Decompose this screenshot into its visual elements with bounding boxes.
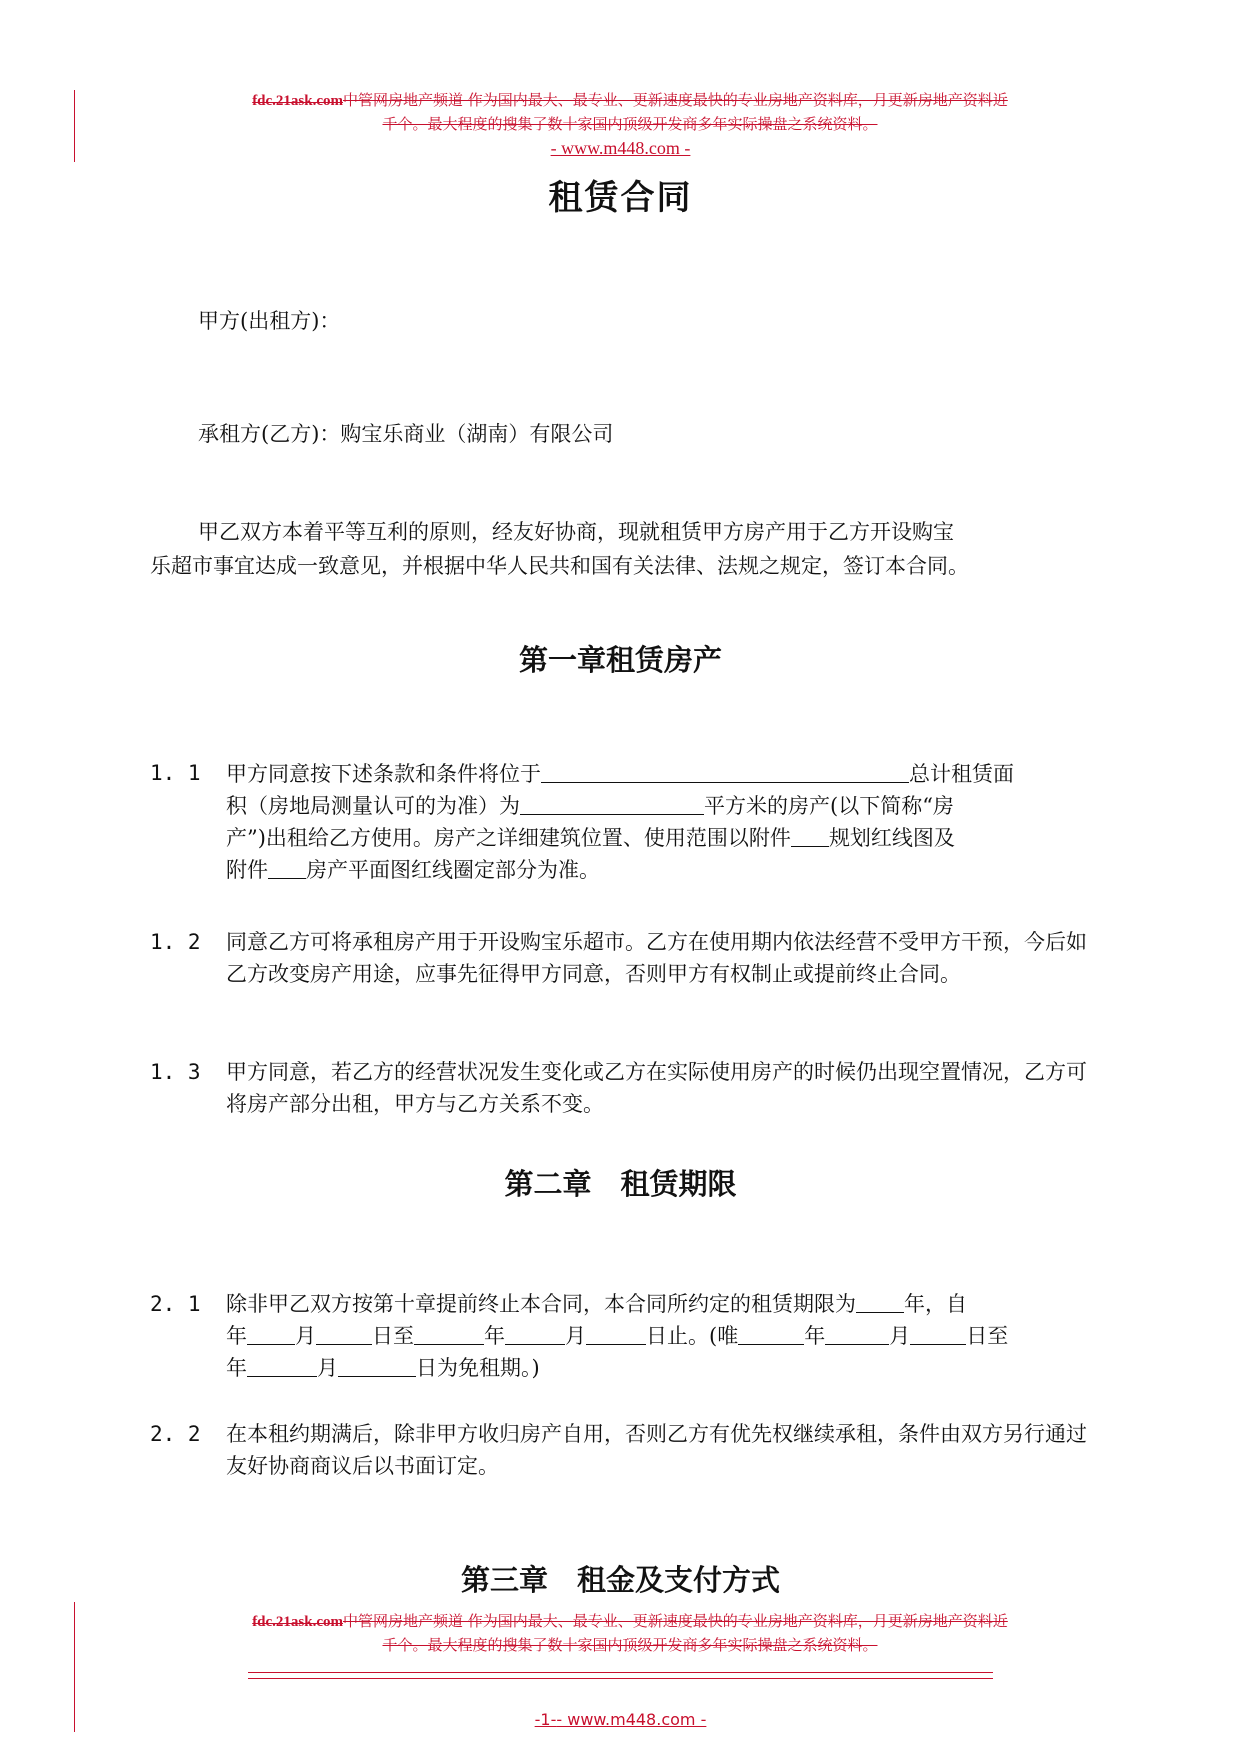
clause-text: 年，自 (904, 1292, 967, 1316)
footer-banner-text: 中管网房地产频道 作为国内最大、最专业、更新速度最快的专业房地产资料库，月更新房地产资料近 (343, 1612, 1008, 1630)
clause-text: 月 (565, 1324, 586, 1348)
header-site-link[interactable]: fdc.21ask.com (252, 93, 344, 109)
clause-text: 月 (295, 1324, 316, 1348)
clause-text: 积（房地局测量认可的为准）为 (226, 794, 520, 818)
clause-text: 日至 (966, 1324, 1009, 1348)
date-blank (414, 1322, 484, 1345)
clause-text: 日止。(唯 (646, 1324, 739, 1348)
date-blank (738, 1322, 804, 1345)
date-blank (505, 1322, 565, 1345)
chapter-1-title: 第一章租赁房产 (518, 643, 722, 677)
clause-text: 平方米的房产(以下简称“房 (704, 794, 954, 818)
clause-1-1-number: 1. 1 (150, 761, 201, 785)
clause-text: 甲方同意按下述条款和条件将位于 (226, 762, 541, 786)
footer-rule-1 (248, 1672, 993, 1673)
term-years-blank (856, 1290, 904, 1313)
footer-site-link[interactable]: fdc.21ask.com (252, 1614, 344, 1630)
clause-1-2-number: 1. 2 (150, 930, 201, 954)
clause-1-3-text: 甲方同意，若乙方的经营状况发生变化或乙方在实际使用房产的时候仍出现空置情况，乙方可将房产部分出租，甲方与乙方关系不变。 (226, 1060, 1087, 1116)
date-blank (247, 1322, 295, 1345)
clause-text: 日为免租期。) (416, 1356, 540, 1380)
annex-blank-1 (791, 824, 829, 847)
clause-text: 附件 (226, 858, 268, 882)
header-banner-line1 (150, 89, 1110, 112)
intro-line-1: 甲乙双方本着平等互利的原则，经友好协商，现就租赁甲方房产用于乙方开设购宝 (198, 520, 954, 544)
clause-text: 产”)出租给乙方使用。房产之详细建筑位置、使用范围以附件 (226, 826, 791, 850)
clause-1-1-text (226, 758, 1106, 886)
header-url-link[interactable]: - www.m448.com - (550, 138, 691, 158)
area-blank (520, 792, 704, 815)
footer-banner-line1 (150, 1610, 1110, 1633)
clause-text: 月 (317, 1356, 338, 1380)
chapter-2-title: 第二章 租赁期限 (504, 1167, 737, 1201)
chapter-3-title: 第三章 租金及支付方式 (460, 1563, 780, 1597)
clause-text: 总计租赁面 (909, 762, 1014, 786)
date-blank (586, 1322, 646, 1345)
annex-blank-2 (268, 856, 306, 879)
clause-text: 年 (226, 1324, 247, 1348)
party-b: 承租方(乙方)：购宝乐商业（湖南）有限公司 (198, 422, 614, 446)
clause-text: 除非甲乙双方按第十章提前终止本合同，本合同所约定的租赁期限为 (226, 1292, 856, 1316)
date-blank (825, 1322, 889, 1345)
clause-text: 规划红线图及 (828, 826, 955, 850)
date-blank (910, 1322, 966, 1345)
clause-2-1-text (226, 1288, 1106, 1384)
header-banner-text: 中管网房地产频道 作为国内最大、最专业、更新速度最快的专业房地产资料库，月更新房地产资料近 (343, 91, 1008, 109)
clause-2-2-text: 在本租约期满后，除非甲方收归房产自用，否则乙方有优先权继续承租，条件由双方另行通过友好协商商议后以书面订定。 (226, 1422, 1087, 1478)
footer-url-link[interactable]: - www.m448.com - (556, 1710, 707, 1729)
clause-text: 日至 (372, 1324, 414, 1348)
intro-line-2: 乐超市事宜达成一致意见，并根据中华人民共和国有关法律、法规之规定，签订本合同。 (150, 554, 969, 578)
date-blank (247, 1354, 317, 1377)
clause-2-2-number: 2. 2 (150, 1422, 201, 1446)
footer-rule-2 (248, 1678, 993, 1679)
date-blank (338, 1354, 416, 1377)
header-banner-line2: 千个。最大程度的搜集了数十家国内顶级开发商多年实际操盘之系统资料。 (382, 115, 878, 133)
location-blank (541, 760, 909, 783)
clause-1-3-number: 1. 3 (150, 1060, 201, 1084)
page-number: -1- (534, 1710, 557, 1729)
document-title: 租赁合同 (548, 178, 693, 218)
footer-page-url (0, 1710, 1241, 1729)
clause-text: 年 (484, 1324, 505, 1348)
clause-1-2-text: 同意乙方可将承租房产用于开设购宝乐超市。乙方在使用期内依法经营不受甲方干预，今后如乙方改变房产用途，应事先征得甲方同意，否则甲方有权制止或提前终止合同。 (226, 930, 1087, 986)
party-a: 甲方(出租方)： (198, 309, 341, 333)
clause-text: 月 (889, 1324, 911, 1348)
clause-text: 年 (804, 1324, 826, 1348)
clause-text: 年 (226, 1356, 247, 1380)
clause-2-1-number: 2. 1 (150, 1292, 201, 1316)
footer-banner-line2: 千个。最大程度的搜集了数十家国内顶级开发商多年实际操盘之系统资料。 (382, 1636, 878, 1654)
clause-text: 房产平面图红线圈定部分为准。 (306, 858, 600, 882)
date-blank (316, 1322, 372, 1345)
